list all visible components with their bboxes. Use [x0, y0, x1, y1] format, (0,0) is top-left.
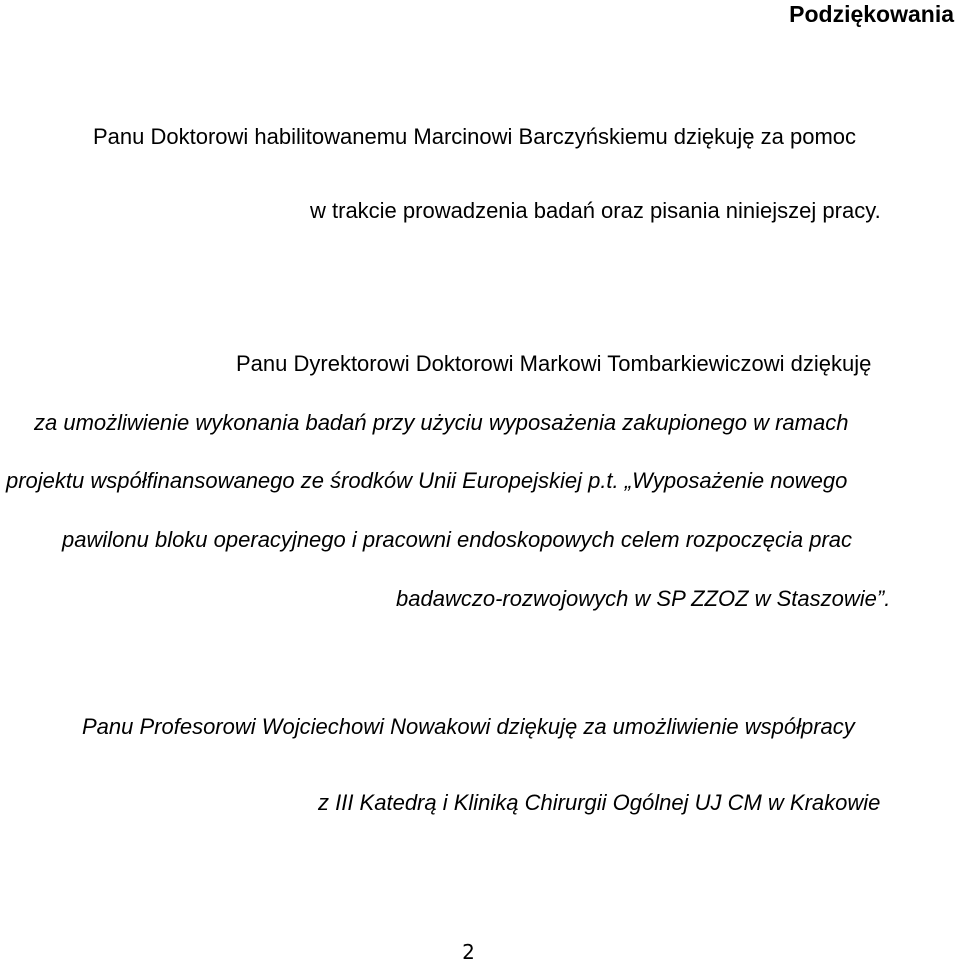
paragraph-2-line-3: projektu współfinansowanego ze środków Unii Europejskiej p.t. „Wyposażenie nowego	[6, 468, 848, 493]
paragraph-1-line-2: w trakcie prowadzenia badań oraz pisania niniejszej pracy.	[310, 198, 881, 223]
paragraph-3-line-1: Panu Profesorowi Wojciechowi Nowakowi dziękuję za umożliwienie współpracy	[82, 714, 855, 739]
page-title: Podziękowania	[789, 1, 954, 27]
paragraph-2-line-1: Panu Dyrektorowi Doktorowi Markowi Tombarkiewiczowi dziękuję	[236, 351, 872, 376]
paragraph-2-line-4: pawilonu bloku operacyjnego i pracowni endoskopowych celem rozpoczęcia prac	[62, 527, 853, 552]
page-number: 2	[462, 940, 475, 964]
paragraph-2-line-5: badawczo-rozwojowych w SP ZZOZ w Staszowie”.	[396, 586, 891, 611]
paragraph-3-line-2: z III Katedrą i Kliniką Chirurgii Ogólnej UJ CM w Krakowie	[318, 790, 881, 815]
paragraph-2-line-2: za umożliwienie wykonania badań przy użyciu wyposażenia zakupionego w ramach	[34, 410, 849, 435]
paragraph-1-line-1: Panu Doktorowi habilitowanemu Marcinowi Barczyńskiemu dziękuję za pomoc	[93, 124, 857, 149]
